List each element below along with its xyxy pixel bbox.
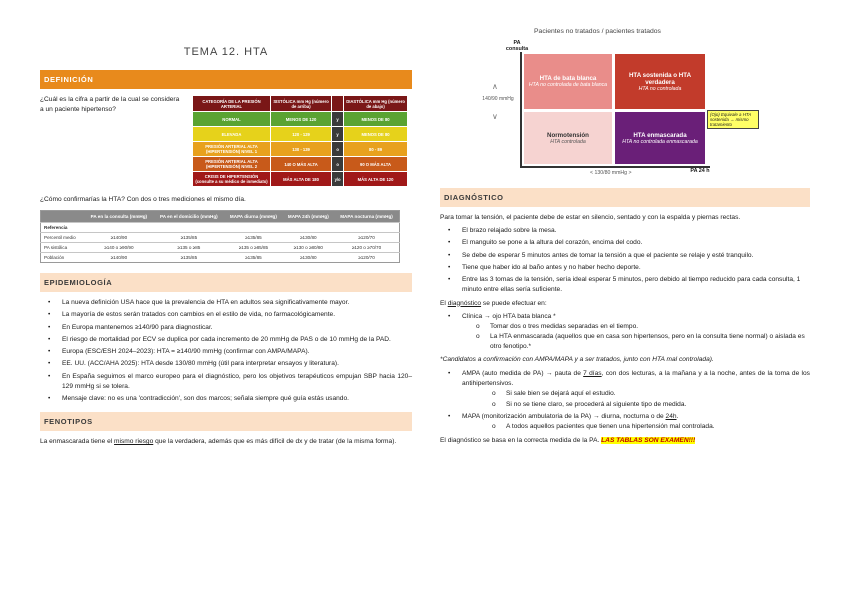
list-item: • Se debe de esperar 5 minutos antes de tomar la tensión a que el paciente se relaje y esté tranquilo. — [448, 251, 810, 261]
diagnostico-methods-list — [448, 312, 810, 353]
list-item: • En Europa mantenemos ≥140/90 para diagnosticar. — [48, 323, 412, 333]
bp-cell: CRISIS DE HIPERTENSIÓN (consulte a su médico de inmediato) — [193, 172, 271, 187]
measurement-cell: ≥120/70 — [334, 233, 399, 243]
bp-cell: o — [332, 157, 344, 172]
measurement-cell: Percentil medio — [41, 233, 85, 243]
quadrant-normotension-sub: HTA controlada — [550, 138, 586, 145]
ampa-label-before: AMPA (auto medida de PA) → pauta de — [462, 369, 584, 377]
bp-cell: PRESIÓN ARTERIAL ALTA (HIPERTENSIÓN) NIVEL 2 — [193, 157, 271, 172]
measurement-cell: ≥120/70 — [334, 253, 399, 263]
bp-row — [193, 157, 408, 172]
bp-row — [193, 172, 408, 187]
sub-list-item: o Si sale bien se dejará aquí el estudio. — [492, 389, 810, 399]
page-title: TEMA 12. HTA — [183, 46, 269, 58]
fenotipos-text — [40, 437, 412, 447]
quadrant-white-coat-label: HTA de bata blanca — [539, 75, 597, 82]
candidatos-note: *Candidatos a confirmación con AMPA/MAPA y a ser tratados, junto con HTA mal controlada). — [440, 355, 714, 363]
bp-cell: MÁS ALTA DE 180 — [271, 172, 332, 187]
phenotype-quadrant-figure — [440, 24, 810, 184]
bp-category-table — [192, 95, 408, 187]
bp-cell: 130 - 139 — [271, 142, 332, 157]
bp-cell: PRESIÓN ARTERIAL ALTA (HIPERTENSIÓN) NIVEL 1 — [193, 142, 271, 157]
list-item: • EE. UU. (ACC/AHA 2025): HTA desde 130/80 mmHg (útil para interpretar ensayos y literatura). — [48, 359, 412, 369]
table-row — [41, 233, 400, 243]
where-suffix: se puede efectuar en: — [481, 299, 547, 307]
measurement-cell: ≥135/85 — [224, 233, 282, 243]
measurement-cell: PA sistólica — [41, 243, 85, 253]
section-header-epidemiologia: EPIDEMIOLOGÍA — [40, 273, 412, 292]
diagnostico-list — [448, 226, 810, 295]
bp-header-cell — [332, 96, 344, 112]
measurement-table — [40, 210, 400, 263]
measurement-cell: ≥135/85 — [154, 253, 225, 263]
bp-header-cell: CATEGORÍA DE LA PRESIÓN ARTERIAL — [193, 96, 271, 112]
measurement-header-cell: PA en la consulta (mmHg) — [84, 211, 153, 223]
section-header-fenotipos: FENOTIPOS — [40, 412, 412, 431]
table-row — [41, 243, 400, 253]
table-row — [41, 253, 400, 263]
bp-cell: o — [332, 142, 344, 157]
ampa-sub-list — [492, 389, 810, 409]
measurement-cell — [334, 223, 399, 233]
measurement-header-cell — [41, 211, 85, 223]
list-item: • Entre las 3 tomas de la tensión, sería ideal esperar 5 minutos, pero debido al tiempo reducido para cada consulta, 1 minuto entre ellas sería suficiente. — [448, 275, 810, 295]
measurement-cell — [224, 223, 282, 233]
fenotipos-text-after: que la verdadera, además que es más difícil de dx y de tratar (de la misma forma). — [153, 438, 397, 446]
list-item-clinica — [448, 312, 810, 353]
quadrant-normotension-label: Normotensión — [547, 131, 589, 139]
measurement-cell — [283, 223, 334, 233]
quadrant-x-axis-label: PA 24 h — [690, 168, 710, 174]
bp-cell: y — [332, 127, 344, 142]
measurement-cell: ≥130 o ≥80/80 — [283, 243, 334, 253]
bp-cell: ELEVADA — [193, 127, 271, 142]
clinica-label: Clínica → ojo HTA bata blanca * — [462, 312, 556, 320]
measurement-header-cell: MAPA diurna (mmHg) — [224, 211, 282, 223]
ampa-label-underline: 7 días — [583, 369, 602, 377]
measurement-cell: ≥135/85 — [154, 233, 225, 243]
where-prefix: El — [440, 299, 448, 307]
quadrant-y-axis-label: PA consulta — [505, 40, 529, 52]
quadrant-white-coat — [524, 54, 612, 109]
measurement-cell: ≥135/85 — [224, 253, 282, 263]
bp-cell: 80 - 89 — [344, 142, 408, 157]
final-text — [440, 436, 810, 446]
measurement-cell: ≥140/90 — [84, 253, 153, 263]
bp-cell: MENOS DE 80 — [344, 127, 408, 142]
clinica-sub-list — [476, 322, 810, 353]
quadrant-title: Pacientes no tratados / pacientes tratados — [534, 28, 661, 35]
list-item: • El brazo relajado sobre la mesa. — [448, 226, 810, 236]
measurement-cell: ≥120 o ≥70/70 — [334, 243, 399, 253]
bp-header-cell: DIASTÓLICA mm Hg (número de abajo) — [344, 96, 408, 112]
sub-list-item: o A todos aquellos pacientes que tienen una hipertensión mal controlada. — [492, 422, 810, 432]
measurement-header-cell: MAPA nocturna (mmHg) — [334, 211, 399, 223]
final-text-body: El diagnóstico se basa en la correcta medida de la PA. — [440, 437, 602, 445]
fenotipos-text-underline: mismo riesgo — [114, 438, 154, 446]
measurement-cell: ≥135 o ≥85/85 — [224, 243, 282, 253]
measurement-header-cell: MAPA 24h (mmHg) — [283, 211, 334, 223]
definicion-question: ¿Cuál es la cifra a partir de la cual se considera a un paciente hipertenso? — [40, 96, 180, 114]
quadrant-sustained-sub: HTA no controlada — [638, 85, 682, 92]
up-arrow-icon: ∧ — [492, 82, 498, 91]
list-item-ampa — [448, 369, 810, 410]
quadrant-sustained — [615, 54, 705, 109]
bp-cell: MENOS DE 80 — [344, 112, 408, 127]
bp-cell: NORMAL — [193, 112, 271, 127]
ampa-label-after: , con dos lecturas, a la mañana y a la noche, antes de la toma de los antihipertensivos. — [462, 369, 810, 388]
measurement-cell: Referencia — [41, 223, 85, 233]
measurement-cell: Población — [41, 253, 85, 263]
bp-cell: 120 - 129 — [271, 127, 332, 142]
final-highlight: LAS TABLAS SON EXAMEN!!! — [601, 437, 696, 445]
mapa-label-after: . — [676, 412, 679, 420]
epidemiologia-list — [48, 298, 412, 404]
list-item: • El riesgo de mortalidad por ECV se duplica por cada incremento de 20 mmHg de PAS o de 10 mmHg de la PAD. — [48, 335, 412, 345]
quadrant-masked-label: HTA enmascarada — [633, 131, 687, 139]
quadrant-x-tick: < 130/80 mmHg > — [590, 170, 632, 176]
down-arrow-icon: ∨ — [492, 112, 498, 121]
list-item: • En España seguimos el marco europeo para el diagnóstico, pero los objetivos terapéuticos empujan SBP hacia 120–129 mmHg si se tolera. — [48, 372, 412, 392]
table-row — [41, 223, 400, 233]
where-underline: diagnóstico — [447, 299, 482, 307]
quadrant-masked-sub: HTA no controlada enmascarada — [622, 138, 698, 145]
bp-row — [193, 127, 408, 142]
bp-row — [193, 112, 408, 127]
quadrant-sustained-label: HTA sostenida o HTA verdadera — [628, 71, 692, 86]
measurement-cell: ≥130/80 — [283, 233, 334, 243]
bp-cell: MÁS ALTA DE 120 — [344, 172, 408, 187]
list-item: • La nueva definición USA hace que la prevalencia de HTA en adultos sea significativamente mayor. — [48, 298, 412, 308]
sub-list-item: o Tomar dos o tres medidas separadas en el tiempo. — [476, 322, 810, 332]
quadrant-masked — [615, 112, 705, 164]
measurement-cell: ≥140/90 — [84, 233, 153, 243]
y-axis-line — [520, 52, 522, 168]
sub-list-item: o La HTA enmascarada (aquellos que en casa son hipertensos, pero en la consulta tiene normal) o aislada es otro fenotipo.* — [476, 332, 810, 352]
right-column — [440, 24, 810, 446]
x-axis-line — [520, 166, 710, 168]
bp-cell: y — [332, 112, 344, 127]
measurement-cell: ≥130/80 — [283, 253, 334, 263]
measurement-cell: ≥140 o ≥90/90 — [84, 243, 153, 253]
bp-row — [193, 142, 408, 157]
measurement-cell: ≥135 o ≥85 — [154, 243, 225, 253]
measurement-cell — [84, 223, 153, 233]
list-item: • Tiene que haber ido al baño antes y no haber hecho deporte. — [448, 263, 810, 273]
bp-cell: 140 O MÁS ALTA — [271, 157, 332, 172]
list-item-mapa — [448, 412, 810, 432]
bp-header-cell: SISTÓLICA mm Hg (número de arriba) — [271, 96, 332, 112]
fenotipos-text-before: La enmascarada tiene el — [40, 438, 115, 446]
left-column — [40, 40, 412, 447]
quadrant-normotension — [524, 112, 612, 164]
quadrant-y-tick: 140/90 mmHg — [482, 96, 514, 102]
list-item: • Europa (ESC/ESH 2024–2023): HTA = ≥140/90 mmHg (confirmar con AMPA/MAPA). — [48, 347, 412, 357]
confirm-question: ¿Cómo confirmarías la HTA? Con dos o tres mediciones el mismo día. — [40, 196, 246, 203]
bp-cell: 90 O MÁS ALTA — [344, 157, 408, 172]
diagnostico-ampa-mapa-list — [448, 369, 810, 432]
diagnostico-intro: Para tomar la tensión, el paciente debe de estar en silencio, sentado y con la espalda y piernas rectas. — [440, 214, 741, 221]
quadrant-x-tick-text: 130/80 mmHg — [594, 170, 628, 176]
quadrant-note: (Ojo) Equivale a HTA sostenida → mismo tratamiento — [707, 110, 759, 129]
list-item: • La mayoría de estos serán tratados con cambios en el estilo de vida, no farmacológicamente. — [48, 310, 412, 320]
diagnostico-where — [440, 299, 810, 309]
list-item: • El manguito se pone a la altura del corazón, encima del codo. — [448, 238, 810, 248]
measurement-header-cell: PA en el domicilio (mmHg) — [154, 211, 225, 223]
quadrant-white-coat-sub: HTA no controlada de bata blanca — [528, 82, 608, 88]
mapa-label-underline: 24h — [665, 412, 677, 420]
section-header-diagnostico: DIAGNÓSTICO — [440, 188, 810, 207]
measurement-cell — [154, 223, 225, 233]
mapa-sub-list — [492, 422, 810, 432]
bp-cell: y/o — [332, 172, 344, 187]
bp-cell: MENOS DE 120 — [271, 112, 332, 127]
sub-list-item: o Si no se tiene claro, se procederá al siguiente tipo de medida. — [492, 400, 810, 410]
mapa-label-before: MAPA (monitorización ambulatoria de la PA) → diurna, nocturna o de — [462, 412, 666, 420]
section-header-definicion: DEFINICIÓN — [40, 70, 412, 89]
list-item: • Mensaje clave: no es una 'contradicción', son dos marcos; señala siempre qué guía estás usando. — [48, 394, 412, 404]
